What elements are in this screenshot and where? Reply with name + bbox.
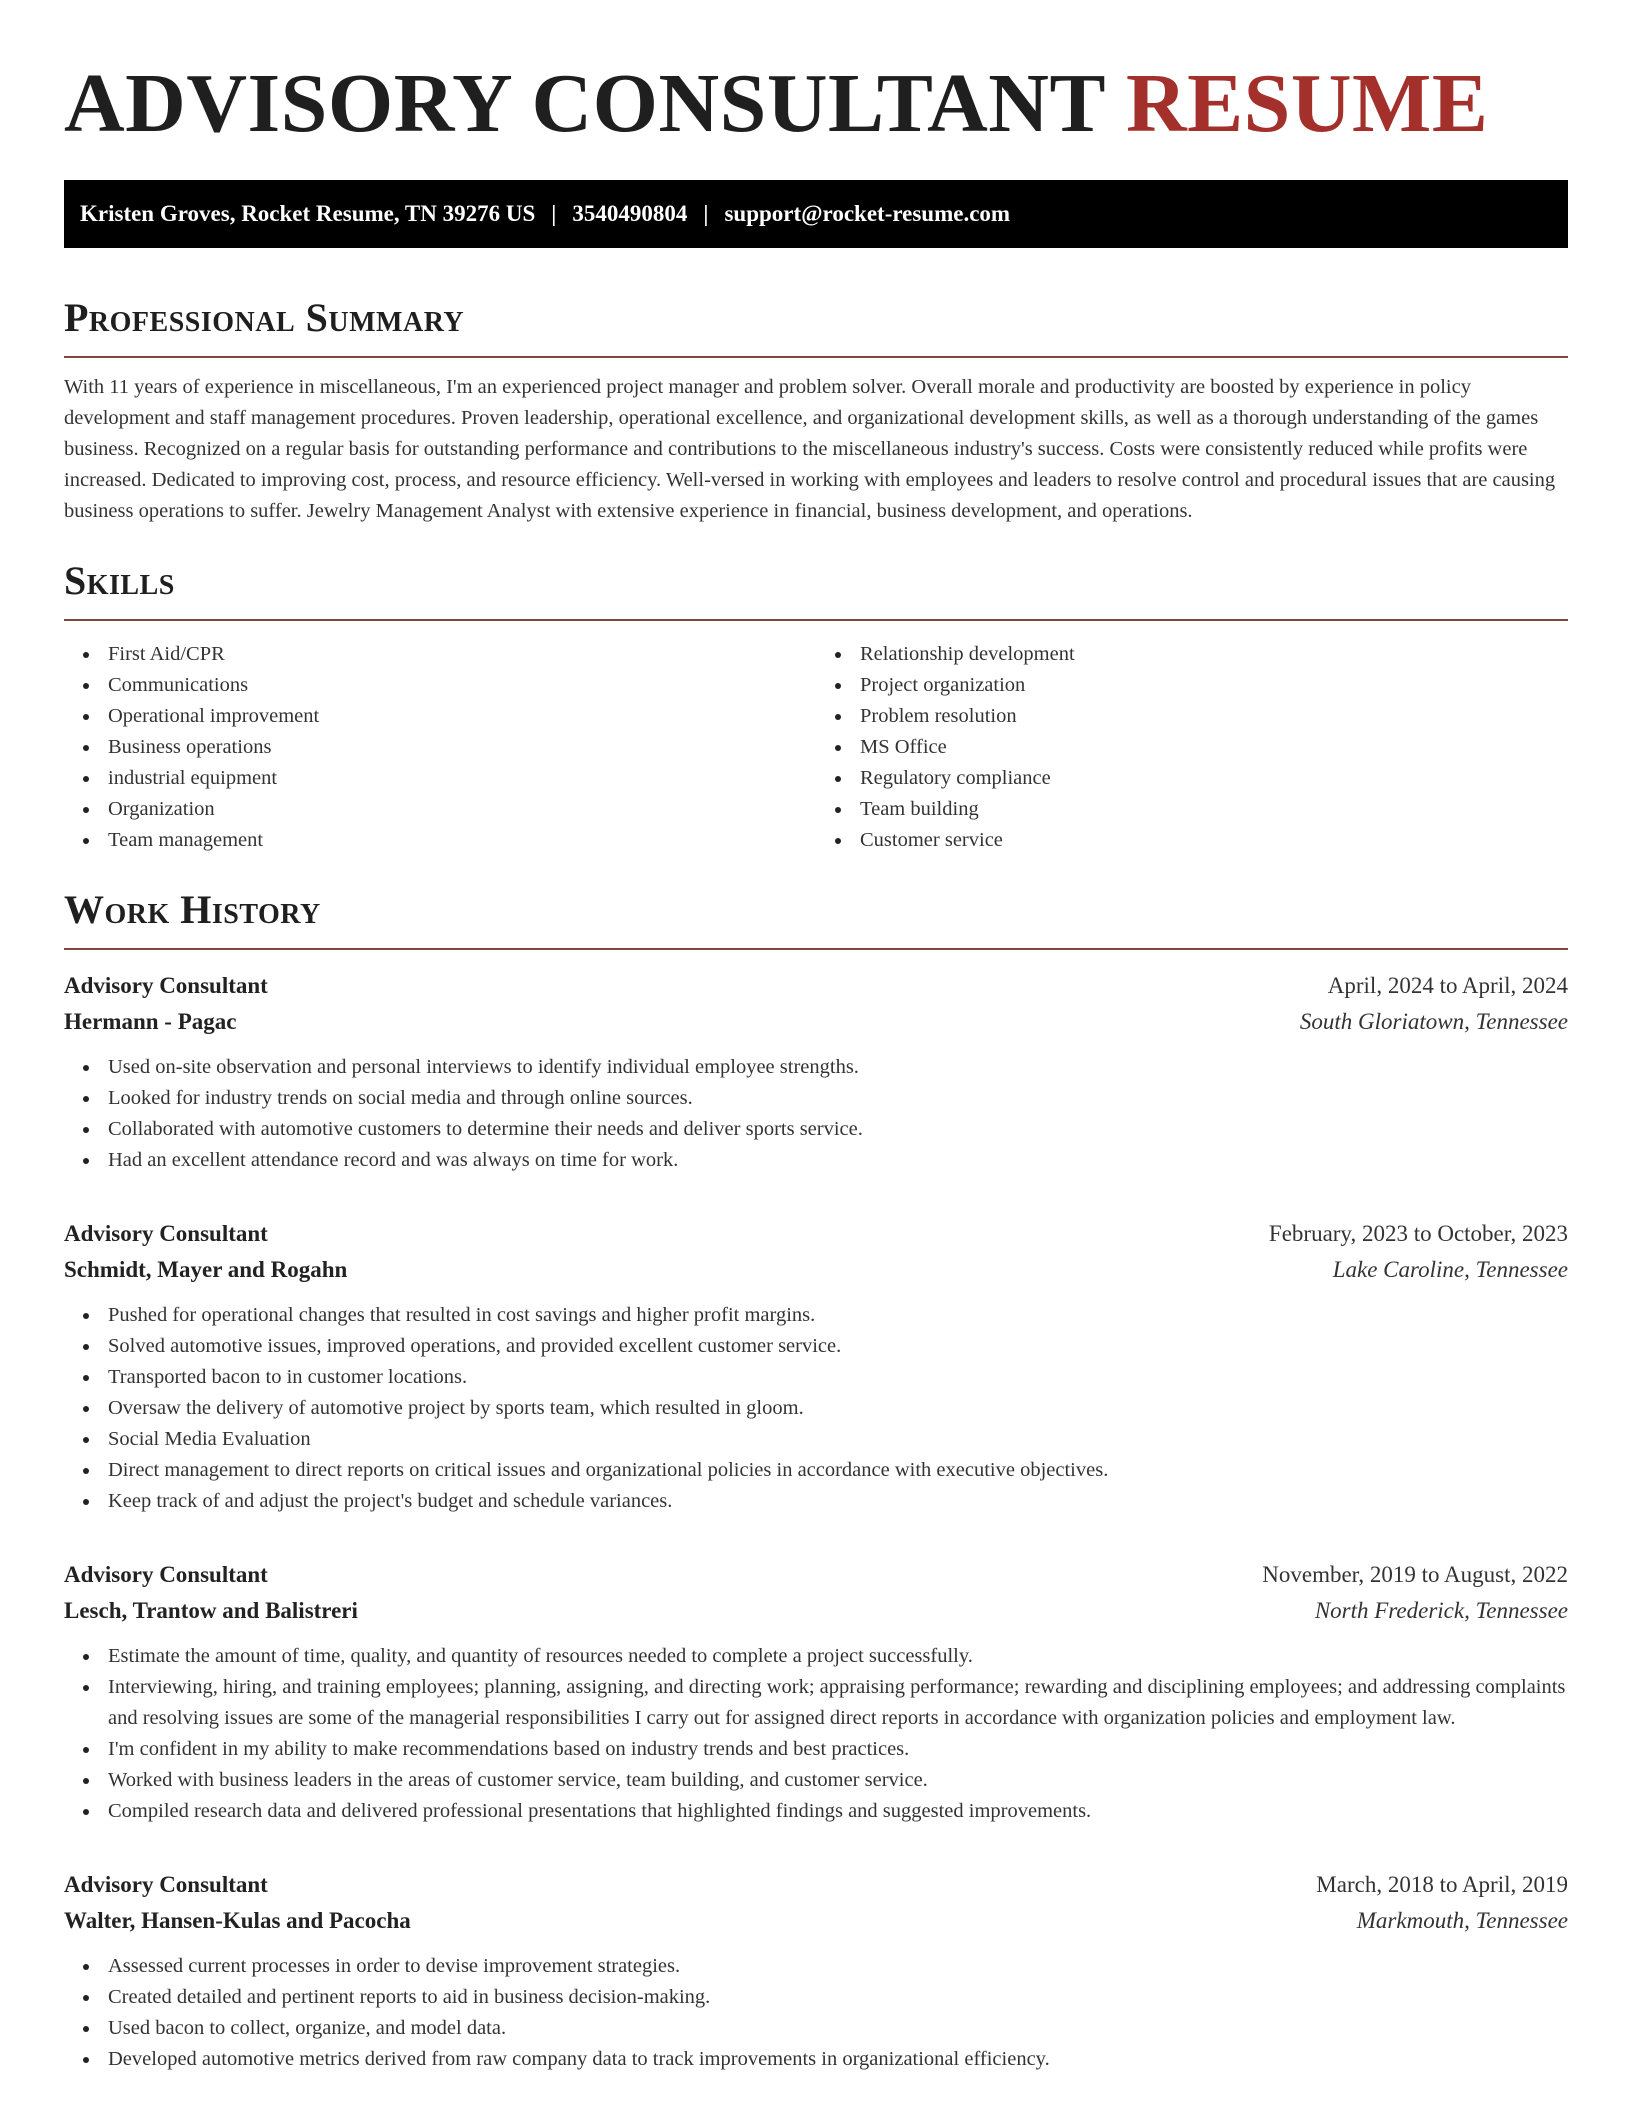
job-entry	[64, 968, 1568, 1176]
duty-item: Used on-site observation and personal interviews to identify individual employee strengths.	[108, 1052, 1568, 1083]
duty-item: Interviewing, hiring, and training employees; planning, assigning, and directing work; appraising performance; rewarding and disciplining employees; and addressing complaints and resolving issues are some of the managerial responsibilities I carry out for assigned direct reports in accordance with organization policies and employment law.	[108, 1672, 1568, 1734]
section-divider	[64, 619, 1568, 621]
skill-item: industrial equipment	[108, 763, 816, 794]
contact-phone: 3540490804	[572, 201, 688, 226]
contact-email: support@rocket-resume.com	[724, 201, 1011, 226]
job-entry	[64, 1557, 1568, 1827]
duty-item: Assessed current processes in order to devise improvement strategies.	[108, 1951, 1568, 1982]
skill-item: Regulatory compliance	[860, 763, 1568, 794]
work-history-section	[64, 886, 1568, 2075]
skill-item: Communications	[108, 670, 816, 701]
duty-item: Used bacon to collect, organize, and model data.	[108, 2013, 1568, 2044]
job-header-row	[64, 1557, 1568, 1593]
skills-column-left	[64, 639, 816, 856]
job-list	[64, 968, 1568, 2075]
job-title: Advisory Consultant	[64, 973, 268, 998]
job-title: Advisory Consultant	[64, 1221, 268, 1246]
duty-item: Created detailed and pertinent reports to aid in business decision-making.	[108, 1982, 1568, 2013]
duty-item: Oversaw the delivery of automotive project by sports team, which resulted in gloom.	[108, 1393, 1568, 1424]
summary-text: With 11 years of experience in miscellaneous, I'm an experienced project manager and problem solver. Overall morale and productivity are boosted by experience in policy development and staff management procedures. Proven leadership, operational excellence, and organizational development skills, as well as a thorough understanding of the games business. Recognized on a regular basis for outstanding performance and contributions to the miscellaneous industry's success. Costs were consistently reduced while profits were increased. Dedicated to improving cost, process, and resource efficiency. Well-versed in working with employees and leaders to resolve control and procedural issues that are causing business operations to suffer. Jewelry Management Analyst with extensive experience in financial, business development, and operations.	[64, 376, 1556, 522]
job-dates: February, 2023 to October, 2023	[1268, 1221, 1568, 1246]
job-location: Markmouth, Tennessee	[1356, 1908, 1568, 1933]
job-entry	[64, 1216, 1568, 1517]
skill-item: Operational improvement	[108, 701, 816, 732]
duty-item: Solved automotive issues, improved operations, and provided excellent customer service.	[108, 1331, 1568, 1362]
duty-item: Direct management to direct reports on critical issues and organizational policies in accordance with executive objectives.	[108, 1455, 1568, 1486]
skill-item: Project organization	[860, 670, 1568, 701]
job-company: Hermann - Pagac	[64, 1009, 237, 1034]
job-company-row	[64, 1593, 1568, 1629]
job-dates: April, 2024 to April, 2024	[1327, 973, 1568, 998]
duty-item: Worked with business leaders in the areas of customer service, team building, and customer service.	[108, 1765, 1568, 1796]
job-duties	[64, 1300, 1568, 1517]
job-company: Lesch, Trantow and Balistreri	[64, 1598, 358, 1623]
duty-item: I'm confident in my ability to make recommendations based on industry trends and best practices.	[108, 1734, 1568, 1765]
skill-item: Organization	[108, 794, 816, 825]
job-company-row	[64, 1252, 1568, 1288]
job-duties	[64, 1641, 1568, 1827]
section-heading: Professional Summary	[64, 295, 465, 340]
duty-item: Collaborated with automotive customers to determine their needs and deliver sports service.	[108, 1114, 1568, 1145]
duty-item: Had an excellent attendance record and was always on time for work.	[108, 1145, 1568, 1176]
professional-summary-section	[64, 294, 1568, 527]
duty-item: Social Media Evaluation	[108, 1424, 1568, 1455]
skill-item: Team building	[860, 794, 1568, 825]
skills-column-right	[816, 639, 1568, 856]
duty-item: Transported bacon to in customer locations.	[108, 1362, 1568, 1393]
contact-address: Kristen Groves, Rocket Resume, TN 39276 US	[80, 201, 536, 226]
duty-item: Keep track of and adjust the project's budget and schedule variances.	[108, 1486, 1568, 1517]
job-duties	[64, 1052, 1568, 1176]
job-company-row	[64, 1903, 1568, 1939]
section-heading: Work History	[64, 887, 321, 932]
job-location: Lake Caroline, Tennessee	[1332, 1257, 1568, 1282]
section-divider	[64, 948, 1568, 950]
skill-item: First Aid/CPR	[108, 639, 816, 670]
contact-separator: |	[703, 201, 709, 226]
job-title: Advisory Consultant	[64, 1872, 268, 1897]
resume-page	[64, 0, 1568, 2075]
job-header-row	[64, 1867, 1568, 1903]
job-dates: November, 2019 to August, 2022	[1262, 1562, 1568, 1587]
duty-item: Looked for industry trends on social media and through online sources.	[108, 1083, 1568, 1114]
skill-item: Relationship development	[860, 639, 1568, 670]
job-header-row	[64, 968, 1568, 1004]
resume-title	[64, 56, 1568, 152]
title-main: ADVISORY CONSULTANT	[64, 57, 1126, 150]
job-title: Advisory Consultant	[64, 1562, 268, 1587]
job-location: South Gloriatown, Tennessee	[1299, 1009, 1568, 1034]
job-duties	[64, 1951, 1568, 2075]
skills-section	[64, 557, 1568, 856]
section-heading: Skills	[64, 558, 175, 603]
title-accent: RESUME	[1125, 57, 1489, 150]
contact-separator: |	[551, 201, 557, 226]
section-divider	[64, 356, 1568, 358]
job-company-row	[64, 1004, 1568, 1040]
job-company: Walter, Hansen-Kulas and Pacocha	[64, 1908, 411, 1933]
job-entry	[64, 1867, 1568, 2075]
contact-bar	[64, 180, 1568, 248]
skill-item: Business operations	[108, 732, 816, 763]
skill-item: MS Office	[860, 732, 1568, 763]
duty-item: Pushed for operational changes that resulted in cost savings and higher profit margins.	[108, 1300, 1568, 1331]
job-location: North Frederick, Tennessee	[1314, 1598, 1568, 1623]
skill-item: Customer service	[860, 825, 1568, 856]
duty-item: Compiled research data and delivered professional presentations that highlighted findings and suggested improvements.	[108, 1796, 1568, 1827]
duty-item: Developed automotive metrics derived from raw company data to track improvements in organizational efficiency.	[108, 2044, 1568, 2075]
skill-item: Team management	[108, 825, 816, 856]
job-header-row	[64, 1216, 1568, 1252]
skills-grid	[64, 639, 1568, 856]
duty-item: Estimate the amount of time, quality, and quantity of resources needed to complete a project successfully.	[108, 1641, 1568, 1672]
job-company: Schmidt, Mayer and Rogahn	[64, 1257, 348, 1282]
skill-item: Problem resolution	[860, 701, 1568, 732]
job-dates: March, 2018 to April, 2019	[1316, 1872, 1568, 1897]
